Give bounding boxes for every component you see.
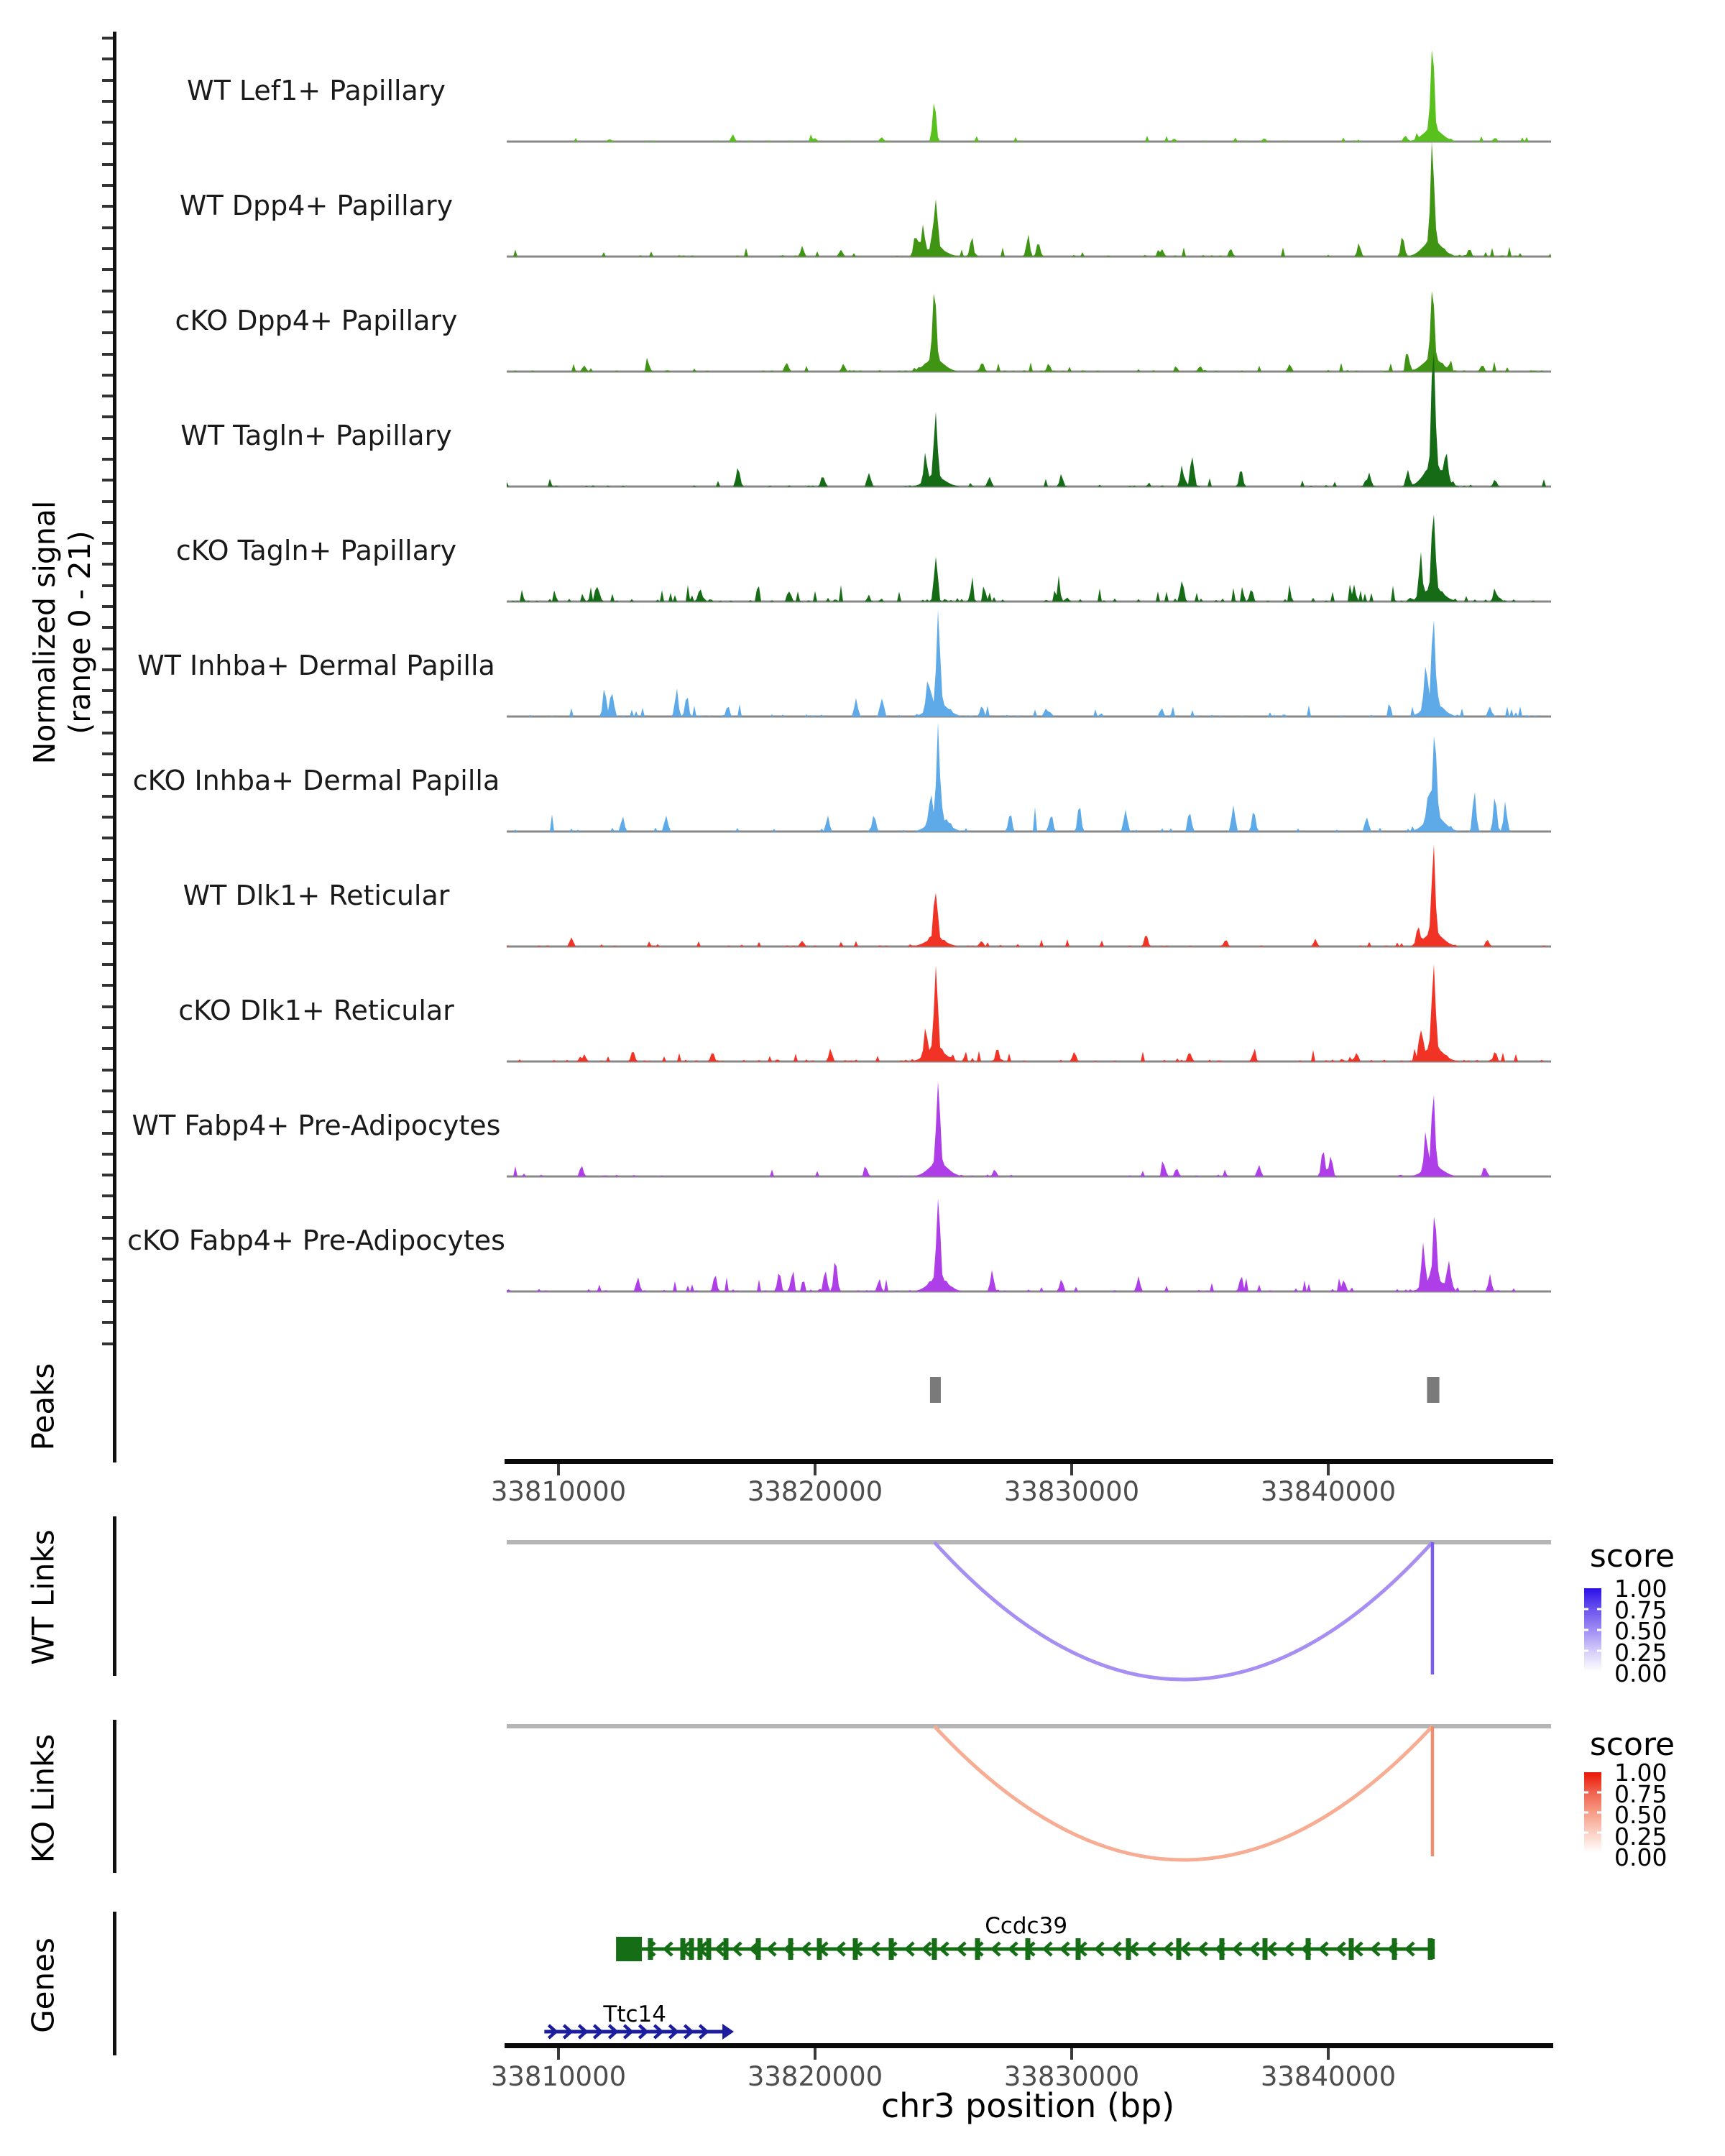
y-axis-tick (102, 1321, 113, 1324)
gene-name-label: Ccdc39 (985, 1913, 1068, 1939)
y-axis-tick (102, 268, 113, 271)
genome-axis-lower (505, 2043, 1553, 2060)
gene-exon (706, 1938, 711, 1960)
signal-area (507, 50, 1551, 142)
gene-arrowhead (722, 2024, 734, 2040)
genome-axis-line (505, 2043, 1553, 2048)
genome-axis-tick (814, 2048, 816, 2060)
peaks-track (930, 1377, 1440, 1403)
y-axis-tick (102, 415, 113, 418)
y-axis-tick (102, 1258, 113, 1261)
wt-gradient-tick (1597, 1608, 1601, 1611)
ko-links-bracket (113, 1720, 116, 1873)
genes-bracket (113, 1912, 116, 2055)
y-axis-label (27, 417, 99, 848)
genome-axis-tick-label: 33810000 (490, 1476, 627, 1507)
wt-links-row-label: WT Links (25, 1529, 61, 1665)
gene-exon (1306, 1938, 1311, 1960)
y-axis-tick (102, 1026, 113, 1029)
genome-axis-tick-label: 33830000 (1003, 2061, 1140, 2092)
genome-axis-tick (1327, 1464, 1330, 1475)
wt-score-legend-title: score (1589, 1538, 1675, 1575)
ko-gradient-tick (1584, 1812, 1588, 1814)
signal-area (507, 515, 1551, 602)
y-axis-tick (102, 711, 113, 714)
genome-axis-tick (1327, 2048, 1330, 2060)
gene-exon (724, 1938, 729, 1960)
ko-score-legend-title: score (1589, 1726, 1675, 1763)
y-axis-tick (102, 1174, 113, 1176)
y-axis-tick (102, 1279, 113, 1282)
y-axis-tick (102, 584, 113, 587)
y-axis-tick (102, 247, 113, 250)
wt-gradient-tick (1584, 1650, 1588, 1652)
ko-score-legend-label: 0.25 (1614, 1822, 1668, 1851)
genome-axis-upper (505, 1459, 1553, 1475)
y-axis-tick (102, 121, 113, 124)
y-axis-tick (102, 142, 113, 145)
gene-exon (932, 1938, 937, 1960)
ko-score-legend-label: 0.75 (1614, 1779, 1668, 1808)
wt-score-legend-label: 0.25 (1614, 1638, 1668, 1667)
genome-axis-tick (557, 2048, 560, 2060)
signal-area (507, 1082, 1551, 1176)
gene-name-label: Ttc14 (603, 2001, 666, 2027)
ko-link-arc (934, 1726, 1432, 1860)
y-axis-tick (102, 858, 113, 861)
track-label: WT Fabp4+ Pre-Adipocytes (132, 1110, 501, 1141)
track-label: WT Inhba+ Dermal Papilla (137, 650, 495, 681)
y-axis-tick (102, 752, 113, 755)
track-label: cKO Dpp4+ Papillary (175, 305, 458, 336)
y-axis-tick (102, 290, 113, 292)
y-axis-tick (102, 1089, 113, 1092)
track-label: WT Tagln+ Papillary (180, 420, 452, 451)
wt-gradient-tick (1597, 1629, 1601, 1631)
track-label: cKO Fabp4+ Pre-Adipocytes (127, 1225, 505, 1256)
genome-axis-line (505, 1459, 1553, 1464)
y-axis-tick (102, 163, 113, 166)
track-label: WT Dlk1+ Reticular (183, 880, 450, 911)
ko-gradient-tick (1597, 1812, 1601, 1814)
track-label: cKO Tagln+ Papillary (175, 535, 457, 566)
genome-axis-tick (814, 1464, 816, 1475)
links-tracks (507, 1542, 1601, 1860)
x-axis-title: chr3 position (bp) (880, 2086, 1175, 2125)
y-axis-label-line2: (range 0 - 21) (63, 530, 97, 734)
genome-axis-tick-label: 33820000 (747, 1476, 883, 1507)
wt-gradient-tick (1584, 1629, 1588, 1631)
y-axis-tick (102, 942, 113, 945)
wt-gradient-tick (1584, 1608, 1588, 1611)
signal-area (507, 291, 1551, 372)
y-axis-tick (102, 837, 113, 839)
y-axis-tick (102, 184, 113, 187)
y-axis-tick (102, 226, 113, 229)
track-label: cKO Dlk1+ Reticular (178, 995, 454, 1026)
genome-axis-tick-label: 33840000 (1260, 2061, 1397, 2092)
ko-gradient-tick (1597, 1832, 1601, 1834)
wt-score-legend-label: 0.00 (1614, 1659, 1668, 1688)
signal-area (507, 964, 1551, 1061)
y-axis-tick (102, 732, 113, 734)
y-axis-tick (102, 1047, 113, 1050)
y-axis-tick (102, 984, 113, 987)
wt-score-legend-label: 1.00 (1614, 1575, 1668, 1603)
genome-axis-tick-label: 33840000 (1260, 1476, 1397, 1507)
gene-exon (1392, 1938, 1397, 1960)
wt-links-bracket (113, 1516, 116, 1676)
y-axis-tick (102, 37, 113, 40)
signal-y-axis (102, 32, 116, 1351)
genes-row-label: Genes (25, 1938, 61, 2033)
y-axis-tick (102, 1216, 113, 1219)
signal-tracks (507, 50, 1551, 1291)
y-axis-tick (102, 963, 113, 966)
signal-area (507, 142, 1551, 257)
genome-axis-tick (1070, 2048, 1073, 2060)
signal-area (507, 610, 1551, 717)
peak-region-box (1427, 1377, 1439, 1403)
y-axis-tick (102, 689, 113, 692)
peak-region-box (930, 1377, 941, 1403)
genome-axis-tick-label: 33830000 (1003, 1476, 1140, 1507)
y-axis-tick (102, 605, 113, 608)
y-axis-tick (102, 479, 113, 482)
signal-area (507, 722, 1551, 831)
y-axis-tick (102, 458, 113, 461)
y-axis-tick (102, 395, 113, 397)
signal-area (507, 844, 1551, 946)
ko-links-row-label: KO Links (25, 1733, 61, 1864)
y-axis-label-line1: Normalized signal (27, 500, 62, 765)
wt-score-legend-label: 0.75 (1614, 1595, 1668, 1624)
track-label: cKO Inhba+ Dermal Papilla (132, 765, 500, 796)
y-axis-tick (102, 816, 113, 819)
gene-exon (1219, 1938, 1224, 1960)
y-axis-tick (102, 353, 113, 356)
gene-exon (788, 1938, 794, 1960)
y-axis-tick (102, 1069, 113, 1072)
y-axis-tick (102, 921, 113, 924)
ko-gradient-tick (1584, 1832, 1588, 1834)
y-axis-tick (102, 521, 113, 524)
y-axis-tick (102, 1342, 113, 1345)
y-axis-spine (113, 32, 116, 1351)
wt-gradient-tick (1597, 1650, 1601, 1652)
y-axis-tick (102, 1153, 113, 1156)
ko-score-legend-label: 1.00 (1614, 1759, 1668, 1787)
y-axis-tick (102, 374, 113, 377)
track-label: WT Dpp4+ Papillary (179, 190, 454, 221)
wt-link-arc (934, 1542, 1432, 1680)
peaks-row-label: Peaks (25, 1363, 61, 1451)
y-axis-tick (102, 626, 113, 629)
track-label: WT Lef1+ Papillary (187, 75, 446, 106)
genome-axis-tick-label: 33810000 (490, 2061, 627, 2092)
ko-score-legend-label: 0.00 (1614, 1843, 1668, 1872)
y-axis-tick (102, 1300, 113, 1303)
genome-axis-tick (557, 1464, 560, 1475)
genome-axis-tick-label: 33820000 (747, 2061, 883, 2092)
ko-gradient-tick (1597, 1792, 1601, 1794)
row-brackets (113, 1348, 116, 2055)
signal-area (507, 1199, 1551, 1291)
ko-gradient-tick (1584, 1792, 1588, 1794)
gene-exon (689, 1938, 694, 1960)
ko-score-legend-label: 0.50 (1614, 1801, 1668, 1830)
gene-exon (1429, 1939, 1435, 1959)
y-axis-tick (102, 57, 113, 60)
gene-utr-block (616, 1937, 642, 1961)
peaks-bracket (113, 1348, 116, 1462)
gene-exon (755, 1938, 760, 1960)
y-axis-tick (102, 1194, 113, 1197)
wt-score-legend-label: 0.50 (1614, 1617, 1668, 1646)
genome-axis-tick (1070, 1464, 1073, 1475)
y-axis-tick (102, 500, 113, 503)
